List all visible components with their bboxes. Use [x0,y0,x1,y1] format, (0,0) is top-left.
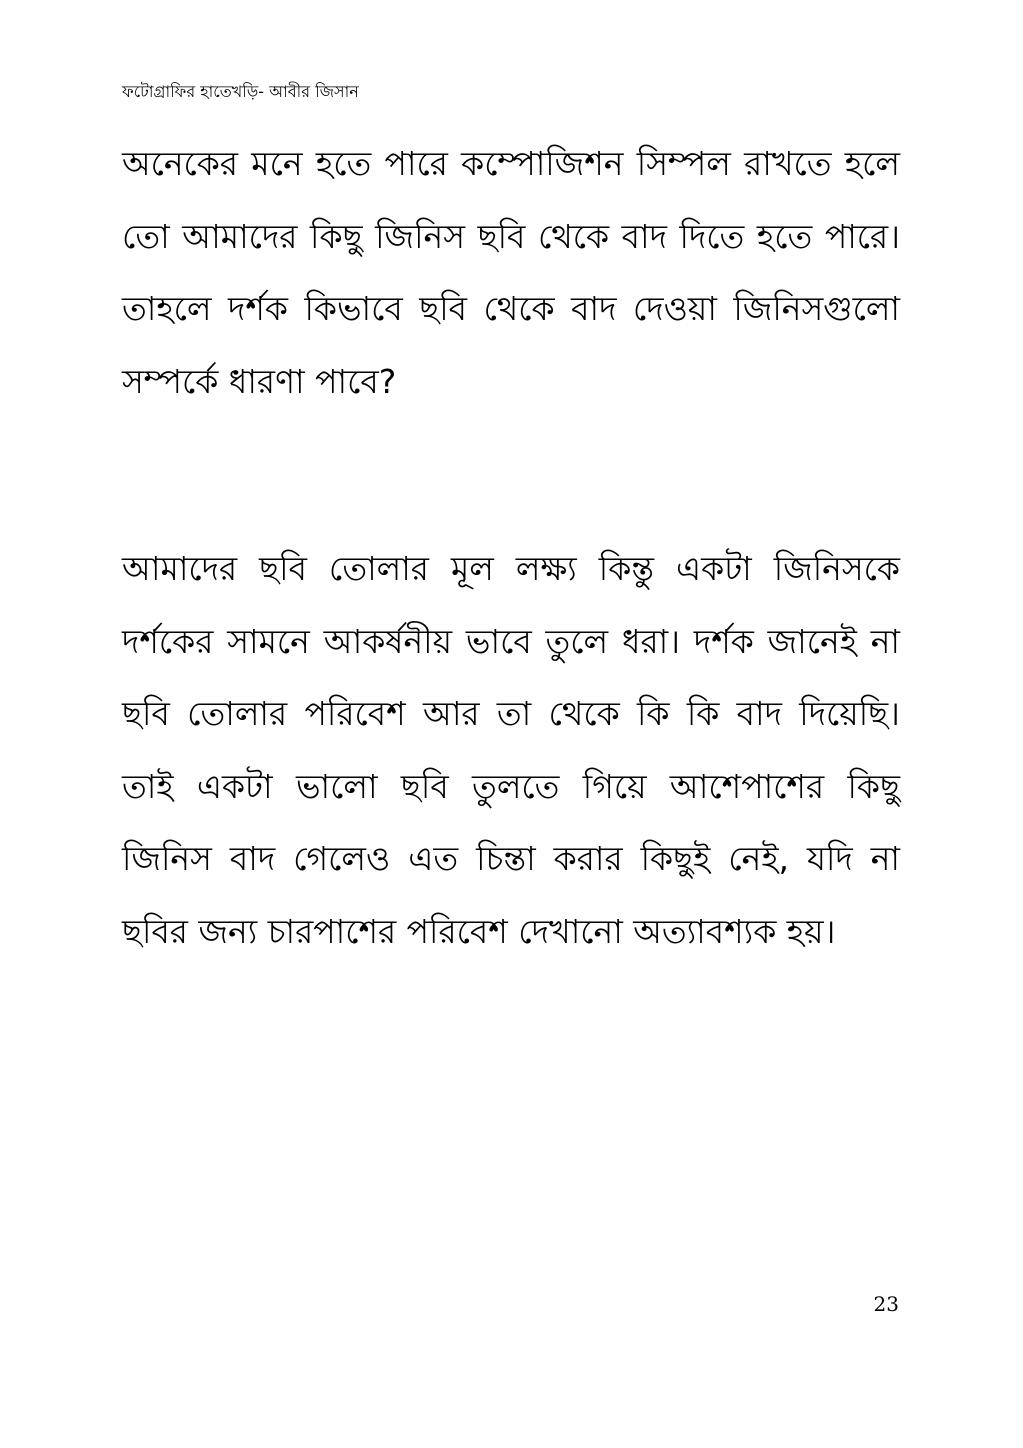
body-paragraph: অনেকের মনে হতে পারে কম্পোজিশন সিম্পল রাখতে হলে তো আমাদের কিছু জিনিস ছবি থেকে বাদ দিতে হতে পারে। তাহলে দর্শক কিভাবে ছবি থেকে বাদ দেওয়া জিনিসগুলো সম্পর্কে ধারণা পাবে? [122,144,900,401]
page-number: 23 [873,1292,899,1316]
running-header: ফটোগ্রাফির হাতেখড়ি- আবীর জিসান [122,82,359,101]
body-paragraph: আমাদের ছবি তোলার মূল লক্ষ্য কিন্তু একটা জিনিসকে দর্শকের সামনে আকর্ষনীয় ভাবে তুলে ধরা। দর্শক জানেই না ছবি তোলার পরিবেশ আর তা থেকে কি কি বাদ দিয়েছি। তাই একটা ভালো ছবি তুলতে গিয়ে আশেপাশের কিছু জিনিস বাদ গেলেও এত চিন্তা করার কিছুই নেই, যদি না ছবির জন্য চারপাশের পরিবেশ দেখানো অত্যাবশ্যক হয়। [122,549,900,951]
